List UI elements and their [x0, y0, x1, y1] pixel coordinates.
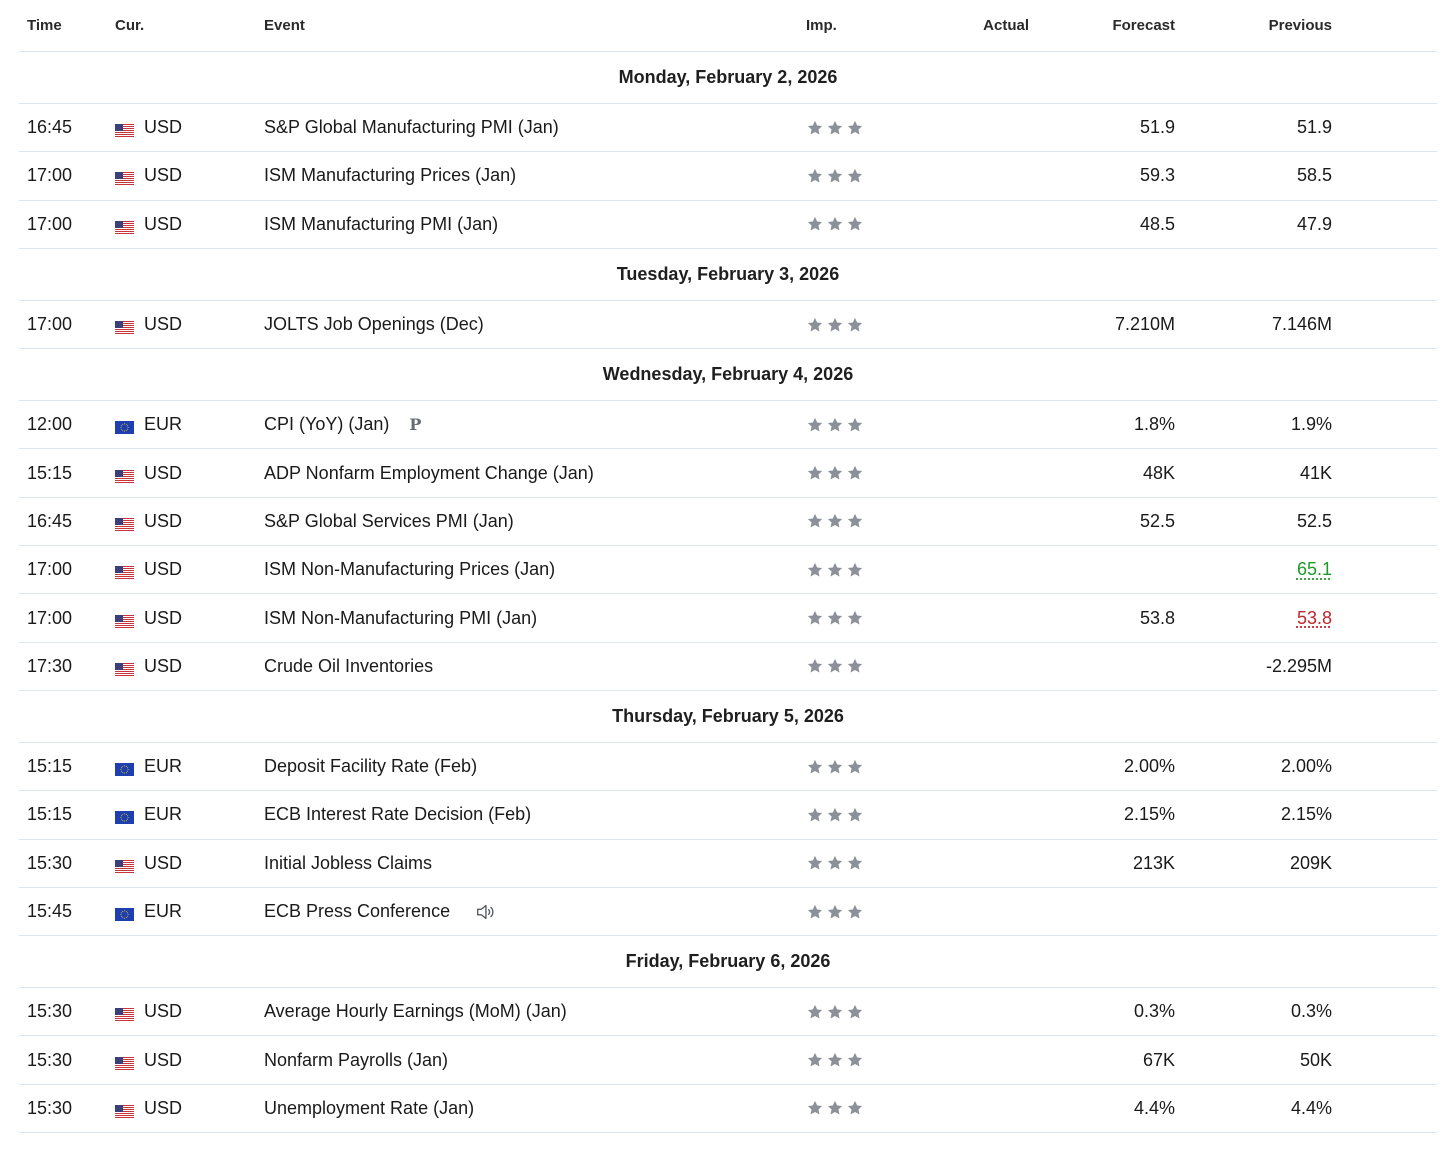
importance-star-icon [806, 903, 824, 921]
event-time: 15:30 [27, 1001, 73, 1022]
previous-value: 7.146M [1271, 314, 1332, 335]
currency-code: EUR [144, 901, 183, 921]
importance-star-icon [846, 561, 864, 579]
us-flag-icon [115, 660, 134, 673]
importance-star-icon [826, 609, 844, 627]
importance-star-icon [806, 1051, 824, 1069]
us-flag-icon [115, 515, 134, 528]
importance-star-icon [826, 316, 844, 334]
importance-stars [806, 1003, 864, 1021]
previous-value: 1.9% [1290, 414, 1332, 435]
table-header [19, 0, 1437, 52]
day-header-row [19, 691, 1437, 743]
previous-value: 209K [1289, 852, 1332, 873]
table-row[interactable] [19, 743, 1437, 791]
event-previous [1297, 104, 1332, 151]
currency-code: USD [144, 607, 183, 628]
table-row[interactable] [19, 546, 1437, 594]
importance-rating [806, 1085, 864, 1132]
importance-star-icon [846, 758, 864, 776]
importance-star-icon [846, 1051, 864, 1069]
importance-star-icon [826, 215, 844, 233]
importance-star-icon [826, 1099, 844, 1117]
event-previous [1300, 1036, 1332, 1083]
event-currency [115, 743, 182, 790]
event-name-link[interactable]: Crude Oil Inventories [264, 655, 434, 676]
importance-star-icon [826, 512, 844, 530]
importance-star-icon [806, 1003, 824, 1021]
event-time: 17:00 [27, 314, 73, 335]
day-header-row [19, 936, 1437, 988]
us-flag-icon [115, 121, 134, 134]
importance-rating [806, 449, 864, 496]
previous-value: 50K [1299, 1049, 1332, 1070]
day-header-date: Thursday, February 5, 2026 [612, 705, 844, 726]
event-name-cell [264, 201, 498, 248]
preliminary-badge[interactable]: P [409, 415, 422, 435]
importance-star-icon [806, 316, 824, 334]
table-row[interactable] [19, 643, 1437, 691]
table-row[interactable] [19, 791, 1437, 839]
importance-star-icon [846, 316, 864, 334]
event-name-link[interactable]: Nonfarm Payrolls (Jan) [264, 1049, 449, 1070]
event-time: 16:45 [27, 510, 73, 531]
currency-code: USD [144, 852, 183, 873]
importance-star-icon [846, 464, 864, 482]
importance-star-icon [846, 854, 864, 872]
table-row[interactable] [19, 1085, 1437, 1133]
table-row[interactable] [19, 840, 1437, 888]
importance-stars [806, 903, 864, 921]
importance-stars [806, 609, 864, 627]
previous-value: 41K [1299, 462, 1332, 483]
importance-star-icon [806, 854, 824, 872]
event-forecast: 213K [1132, 852, 1175, 873]
us-flag-icon [115, 1102, 134, 1115]
importance-stars [806, 464, 864, 482]
importance-stars [806, 854, 864, 872]
importance-star-icon [806, 464, 824, 482]
event-forecast: 48K [1142, 462, 1175, 483]
event-currency [115, 1085, 182, 1132]
importance-star-icon [846, 657, 864, 675]
previous-value: 2.15% [1280, 804, 1332, 825]
event-currency [115, 594, 182, 641]
importance-rating [806, 152, 864, 199]
importance-star-icon [806, 1099, 824, 1117]
column-header-time[interactable]: Time [27, 17, 62, 34]
us-flag-icon [115, 218, 134, 231]
importance-rating [806, 791, 864, 838]
event-forecast: 4.4% [1133, 1097, 1175, 1118]
event-previous [1297, 546, 1332, 593]
column-header-currency[interactable]: Cur. [115, 17, 145, 34]
event-name-cell [264, 104, 559, 151]
event-forecast: 59.3 [1139, 165, 1175, 186]
currency-code: USD [144, 1001, 183, 1022]
event-name-cell [264, 401, 421, 448]
previous-value: 52.5 [1296, 510, 1332, 531]
us-flag-icon [115, 318, 134, 331]
event-currency [115, 104, 182, 151]
event-currency [115, 643, 182, 690]
event-previous [1290, 840, 1332, 887]
importance-star-icon [846, 215, 864, 233]
day-header-date: Tuesday, February 3, 2026 [616, 263, 840, 284]
importance-rating [806, 1036, 864, 1083]
importance-rating [806, 594, 864, 641]
event-currency [115, 152, 182, 199]
event-name-link[interactable]: JOLTS Job Openings (Dec) [264, 314, 484, 335]
table-row[interactable] [19, 301, 1437, 349]
event-name-cell [264, 888, 496, 935]
event-forecast: 0.3% [1133, 1001, 1175, 1022]
event-name-cell [264, 988, 567, 1035]
column-header-importance[interactable]: Imp. [806, 17, 837, 34]
importance-stars [806, 758, 864, 776]
table-row[interactable] [19, 104, 1437, 152]
eu-flag-icon [115, 808, 134, 821]
event-name-cell [264, 498, 514, 545]
importance-star-icon [806, 215, 824, 233]
table-row[interactable] [19, 594, 1437, 642]
event-forecast: 52.5 [1139, 510, 1175, 531]
us-flag-icon [115, 563, 134, 576]
importance-star-icon [846, 903, 864, 921]
day-header-date: Friday, February 6, 2026 [625, 951, 831, 972]
table-row[interactable] [19, 449, 1437, 497]
us-flag-icon [115, 1054, 134, 1067]
column-header-forecast[interactable]: Forecast [1112, 17, 1175, 34]
importance-star-icon [846, 119, 864, 137]
event-time: 15:15 [27, 756, 73, 777]
importance-rating [806, 546, 864, 593]
importance-star-icon [846, 1003, 864, 1021]
event-currency [115, 546, 182, 593]
event-currency [115, 888, 182, 935]
importance-star-icon [826, 416, 844, 434]
table-row[interactable] [19, 988, 1437, 1036]
importance-star-icon [806, 609, 824, 627]
currency-code: USD [144, 559, 183, 580]
importance-star-icon [846, 167, 864, 185]
currency-code: USD [144, 117, 183, 138]
us-flag-icon [115, 467, 134, 480]
importance-stars [806, 316, 864, 334]
importance-star-icon [806, 806, 824, 824]
event-name-cell [264, 152, 516, 199]
event-previous [1281, 743, 1332, 790]
event-time: 15:30 [27, 1097, 73, 1118]
event-name-link[interactable]: CPI (YoY) (Jan) [264, 414, 390, 435]
speaker-icon[interactable] [474, 901, 496, 923]
event-name-cell [264, 449, 594, 496]
importance-star-icon [826, 854, 844, 872]
currency-code: USD [144, 165, 183, 186]
importance-stars [806, 215, 864, 233]
currency-code: USD [144, 510, 183, 531]
event-currency [115, 449, 182, 496]
previous-value: -2.295M [1265, 655, 1332, 676]
event-time: 15:30 [27, 852, 73, 873]
previous-value: 0.3% [1290, 1001, 1332, 1022]
event-currency [115, 791, 182, 838]
table-row[interactable] [19, 498, 1437, 546]
importance-star-icon [806, 167, 824, 185]
event-time: 17:00 [27, 213, 73, 234]
importance-stars [806, 416, 864, 434]
importance-stars [806, 167, 864, 185]
importance-star-icon [826, 167, 844, 185]
column-header-event[interactable]: Event [264, 17, 305, 34]
us-flag-icon [115, 1005, 134, 1018]
importance-rating [806, 401, 864, 448]
us-flag-icon [115, 169, 134, 182]
event-previous [1297, 594, 1332, 641]
event-name-link[interactable]: S&P Global Manufacturing PMI (Jan) [264, 117, 559, 138]
event-currency [115, 1036, 182, 1083]
event-currency [115, 840, 182, 887]
event-name-link[interactable]: S&P Global Services PMI (Jan) [264, 510, 514, 531]
event-name-cell [264, 546, 555, 593]
event-name-link[interactable]: Unemployment Rate (Jan) [264, 1097, 475, 1118]
importance-star-icon [826, 561, 844, 579]
currency-code: USD [144, 655, 183, 676]
currency-code: EUR [144, 756, 183, 777]
event-time: 15:15 [27, 804, 73, 825]
event-name-link[interactable]: ECB Press Conference [264, 901, 451, 921]
event-name-cell [264, 643, 433, 690]
table-row[interactable] [19, 888, 1437, 936]
event-currency [115, 201, 182, 248]
importance-stars [806, 657, 864, 675]
column-header-previous[interactable]: Previous [1268, 17, 1332, 34]
importance-star-icon [846, 1099, 864, 1117]
event-forecast: 67K [1142, 1049, 1175, 1070]
currency-code: EUR [144, 804, 183, 825]
event-forecast: 51.9 [1139, 117, 1175, 138]
us-flag-icon [115, 857, 134, 870]
event-time: 15:45 [27, 901, 73, 921]
importance-stars [806, 1099, 864, 1117]
currency-code: USD [144, 314, 183, 335]
importance-rating [806, 104, 864, 151]
event-previous [1297, 152, 1332, 199]
event-name-link[interactable]: Initial Jobless Claims [264, 852, 433, 873]
event-name-link[interactable]: ISM Non-Manufacturing Prices (Jan) [264, 559, 556, 580]
previous-value: 58.5 [1296, 165, 1332, 186]
event-previous [1291, 1085, 1332, 1132]
currency-code: USD [144, 1049, 183, 1070]
event-name-cell [264, 1085, 474, 1132]
event-name-link[interactable]: ADP Nonfarm Employment Change (Jan) [264, 462, 594, 483]
event-name-cell [264, 1036, 448, 1083]
event-currency [115, 988, 182, 1035]
event-forecast: 48.5 [1139, 213, 1175, 234]
previous-value: 47.9 [1296, 213, 1332, 234]
eu-flag-icon [115, 760, 134, 773]
importance-star-icon [806, 758, 824, 776]
importance-star-icon [826, 1003, 844, 1021]
day-header-row [19, 249, 1437, 301]
event-name-cell [264, 301, 484, 348]
event-previous [1291, 988, 1332, 1035]
event-time: 15:30 [27, 1049, 73, 1070]
importance-rating [806, 988, 864, 1035]
table-row[interactable] [19, 201, 1437, 249]
previous-value: 2.00% [1280, 756, 1332, 777]
importance-star-icon [806, 561, 824, 579]
event-time: 16:45 [27, 117, 73, 138]
event-time: 17:30 [27, 655, 73, 676]
importance-star-icon [826, 758, 844, 776]
event-currency [115, 498, 182, 545]
importance-rating [806, 498, 864, 545]
event-name-cell [264, 840, 432, 887]
event-time: 17:00 [27, 607, 73, 628]
importance-stars [806, 1051, 864, 1069]
table-row[interactable] [19, 401, 1437, 449]
table-row[interactable] [19, 1036, 1437, 1084]
previous-value: 4.4% [1290, 1097, 1332, 1118]
event-forecast: 53.8 [1139, 607, 1175, 628]
table-row[interactable] [19, 152, 1437, 200]
eu-flag-icon [115, 905, 134, 918]
currency-code: USD [144, 1097, 183, 1118]
event-previous [1297, 498, 1332, 545]
event-previous [1272, 301, 1332, 348]
event-name-link[interactable]: ECB Interest Rate Decision (Feb) [264, 804, 532, 825]
importance-star-icon [826, 903, 844, 921]
event-forecast: 7.210M [1114, 314, 1175, 335]
importance-star-icon [806, 119, 824, 137]
event-currency [115, 301, 182, 348]
importance-stars [806, 561, 864, 579]
previous-value: 51.9 [1296, 117, 1332, 138]
importance-rating [806, 201, 864, 248]
event-time: 17:00 [27, 165, 73, 186]
importance-stars [806, 119, 864, 137]
event-forecast: 2.15% [1123, 804, 1175, 825]
currency-code: USD [144, 213, 183, 234]
event-name-cell [264, 791, 531, 838]
importance-rating [806, 888, 864, 935]
importance-star-icon [826, 464, 844, 482]
importance-star-icon [806, 657, 824, 675]
event-previous [1281, 791, 1332, 838]
day-header-row [19, 349, 1437, 401]
column-header-actual[interactable]: Actual [983, 17, 1029, 34]
importance-star-icon [806, 416, 824, 434]
event-name-link[interactable]: Deposit Facility Rate (Feb) [264, 756, 478, 777]
event-forecast: 1.8% [1133, 414, 1175, 435]
economic-calendar-table [19, 0, 1437, 1133]
day-header-date: Wednesday, February 4, 2026 [602, 364, 854, 385]
event-previous [1291, 401, 1332, 448]
event-name-cell [264, 743, 477, 790]
event-previous [1300, 449, 1332, 496]
day-header-date: Monday, February 2, 2026 [618, 67, 838, 87]
previous-value[interactable]: 53.8 [1296, 607, 1332, 628]
event-name-link[interactable]: ISM Non-Manufacturing PMI (Jan) [264, 607, 538, 628]
importance-star-icon [826, 119, 844, 137]
importance-rating [806, 840, 864, 887]
importance-stars [806, 512, 864, 530]
currency-code: EUR [144, 414, 183, 435]
event-name-link[interactable]: Average Hourly Earnings (MoM) (Jan) [264, 1001, 567, 1022]
importance-rating [806, 643, 864, 690]
event-previous [1266, 643, 1332, 690]
event-time: 15:15 [27, 462, 73, 483]
us-flag-icon [115, 612, 134, 625]
event-name-cell [264, 594, 537, 641]
table-body [19, 52, 1437, 1133]
importance-star-icon [846, 416, 864, 434]
importance-rating [806, 301, 864, 348]
event-currency [115, 401, 182, 448]
previous-value[interactable]: 65.1 [1296, 559, 1332, 580]
event-forecast: 2.00% [1123, 756, 1175, 777]
event-time: 17:00 [27, 559, 73, 580]
event-previous [1297, 201, 1332, 248]
importance-star-icon [826, 806, 844, 824]
importance-star-icon [846, 806, 864, 824]
day-header-row [19, 52, 1437, 104]
event-name-link[interactable]: ISM Manufacturing PMI (Jan) [264, 213, 499, 234]
eu-flag-icon [115, 418, 134, 431]
event-name-link[interactable]: ISM Manufacturing Prices (Jan) [264, 165, 517, 186]
currency-code: USD [144, 462, 183, 483]
importance-star-icon [846, 609, 864, 627]
importance-star-icon [806, 512, 824, 530]
importance-star-icon [826, 657, 844, 675]
importance-star-icon [826, 1051, 844, 1069]
importance-star-icon [846, 512, 864, 530]
event-time: 12:00 [27, 414, 73, 435]
importance-stars [806, 806, 864, 824]
importance-rating [806, 743, 864, 790]
